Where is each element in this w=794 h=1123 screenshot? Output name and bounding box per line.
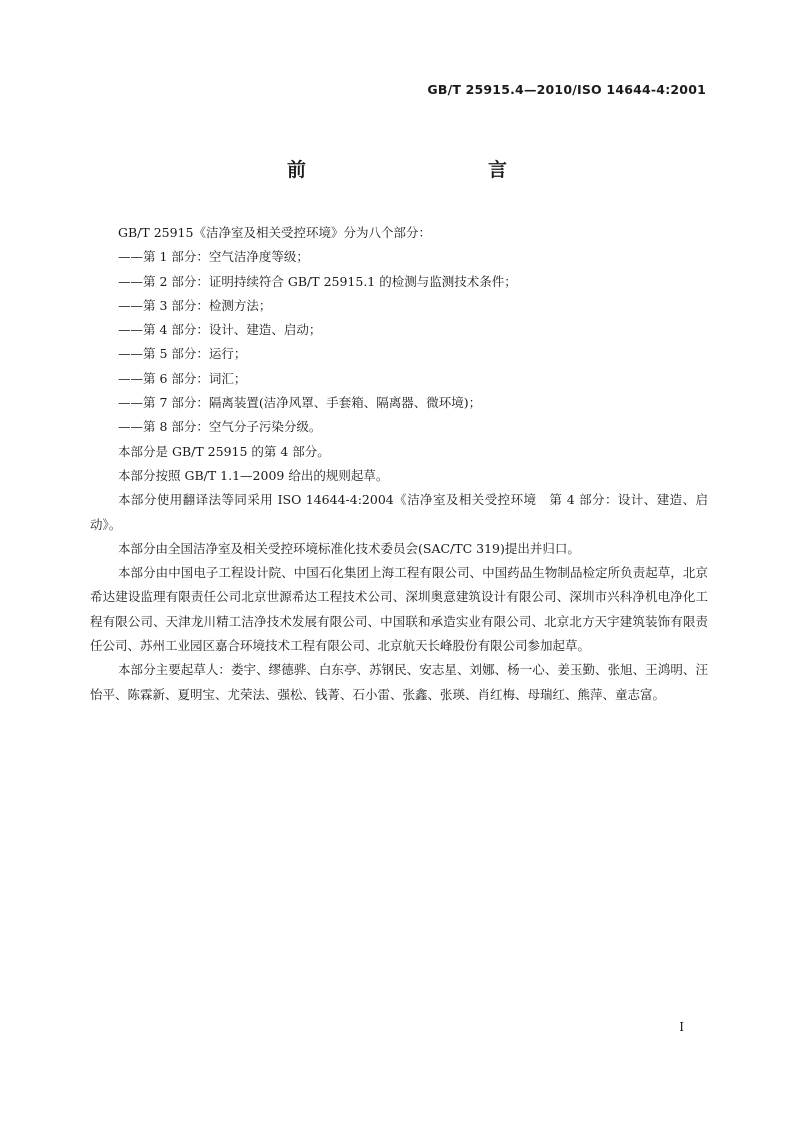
foreword-body [90, 221, 708, 707]
paragraph: 本部分由全国洁净室及相关受控环境标准化技术委员会(SAC/TC 319)提出并归口。 [118, 540, 580, 556]
intro-paragraph: GB/T 25915《洁净室及相关受控环境》分为八个部分： [118, 225, 431, 240]
list-item: ——第 3 部分：检测方法； [118, 297, 272, 313]
list-item: ——第 1 部分：空气洁净度等级； [118, 249, 309, 265]
list-item: ——第 7 部分：隔离装置(洁净风罩、手套箱、隔离器、微环境)； [118, 395, 482, 411]
list-item: ——第 8 部分：空气分子污染分级。 [118, 419, 322, 435]
standard-code-header: GB/T 25915.4—2010/ISO 14644-4:2001 [427, 82, 706, 97]
list-item: ——第 2 部分：证明持续符合 GB/T 25915.1 的检测与监测技术条件； [118, 273, 517, 289]
paragraph: 本部分是 GB/T 25915 的第 4 部分。 [118, 443, 330, 459]
list-item: ——第 6 部分：词汇； [118, 370, 247, 386]
parts-list [90, 245, 708, 439]
page-title: 前 言 [286, 159, 555, 181]
paragraph: 本部分由中国电子工程设计院、中国石化集团上海工程有限公司、中国药品生物制品检定所负责起草，北京希达建设监理有限责任公司北京世源希达工程技术公司、深圳奥意建筑设计有限公司、深圳市兴科净机电净化工程有限公司、天津龙川精工洁净技术发展有限公司、中国联和承造实业有限公司、北京北方天宇建筑装饰有限责任公司、苏州工业园区嘉合环境技术工程有限公司、北京航天长峰股份有限公司参加起草。 [90, 565, 708, 654]
paragraph: 本部分使用翻译法等同采用 ISO 14644-4:2004《洁净室及相关受控环境 第 4 部分：设计、建造、启动》。 [90, 492, 708, 532]
paragraph: 本部分按照 GB/T 1.1—2009 给出的规则起草。 [118, 467, 389, 483]
list-item: ——第 5 部分：运行； [118, 346, 247, 362]
list-item: ——第 4 部分：设计、建造、启动； [118, 322, 322, 338]
paragraph: 本部分主要起草人：娄宇、缪德骅、白东亭、苏钢民、安志星、刘娜、杨一心、姜玉勤、张旭、王鸿明、汪怡平、陈霖新、夏明宝、尤荣法、强松、钱菁、石小雷、张鑫、张瑛、肖红梅、母瑞红、熊萍、童志富。 [90, 662, 708, 702]
page-number: I [679, 1020, 684, 1034]
